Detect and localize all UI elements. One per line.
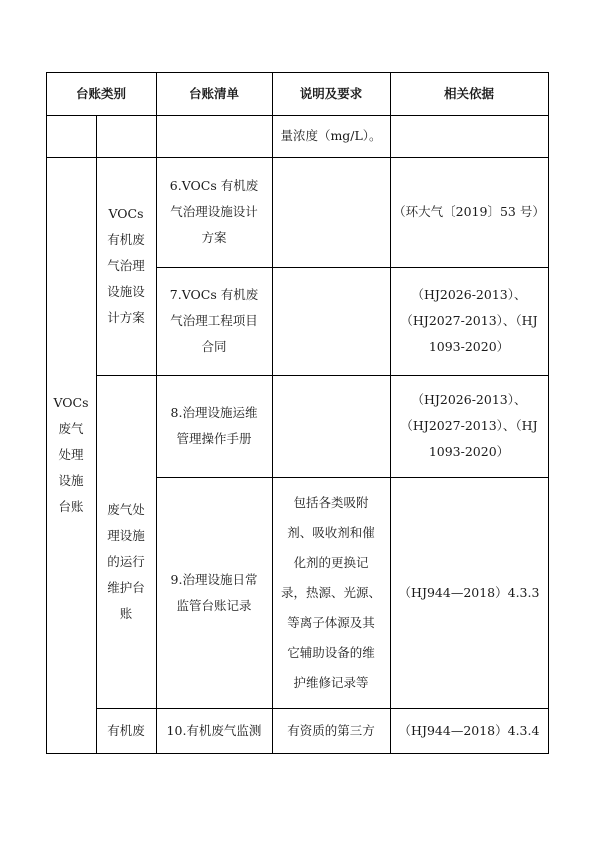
subcategory-last: 有机废 [107, 722, 145, 738]
table-border-bottom [46, 753, 549, 754]
category-vocs-facility-ledger: VOCs 废气 处理 设施 台账 [53, 395, 89, 514]
item-10-basis: （HJ944—2018）4.3.4 [398, 722, 540, 738]
item-8-basis: （HJ2026-2013）、 （HJ2027-2013）、（HJ 1093-2020） [400, 392, 538, 459]
table-border-right [548, 72, 549, 754]
item-9-requirements: 包括各类吸附 剂、吸收剂和催 化剂的更换记 录，热源、光源、 等离子体源及其 它辅助设备的维 护维修记录等 [280, 494, 381, 690]
item-7-list: 7.VOCs 有机废 气治理工程项目 合同 [169, 287, 259, 354]
item-9-list: 9.治理设施日常 监管台账记录 [170, 571, 258, 613]
subcategory-design-plan: VOCs 有机废 气治理 设施设 计方案 [107, 206, 145, 325]
header-category: 台账类别 [75, 85, 126, 101]
item-10-list: 10.有机废气监测 [166, 722, 262, 738]
continuation-text: 量浓度（mg/L）。 [280, 128, 382, 143]
header-list: 台账清单 [188, 85, 239, 101]
header-requirements: 说明及要求 [299, 85, 363, 101]
item-8-list: 8.治理设施运维 管理操作手册 [170, 405, 258, 446]
subcategory-operation-ledger: 废气处 理设施 的运行 维护台 账 [107, 501, 145, 621]
item-9-basis: （HJ944—2018）4.3.3 [398, 584, 540, 600]
item-6-basis: （环大气〔2019〕53 号） [393, 204, 545, 219]
item-10-requirements: 有资质的第三方 [287, 722, 375, 738]
item-7-basis: （HJ2026-2013）、 （HJ2027-2013）、（HJ 1093-2020） [400, 287, 538, 354]
item-6-list: 6.VOCs 有机废 气治理设施设计 方案 [169, 178, 259, 245]
header-basis: 相关依据 [443, 85, 494, 101]
